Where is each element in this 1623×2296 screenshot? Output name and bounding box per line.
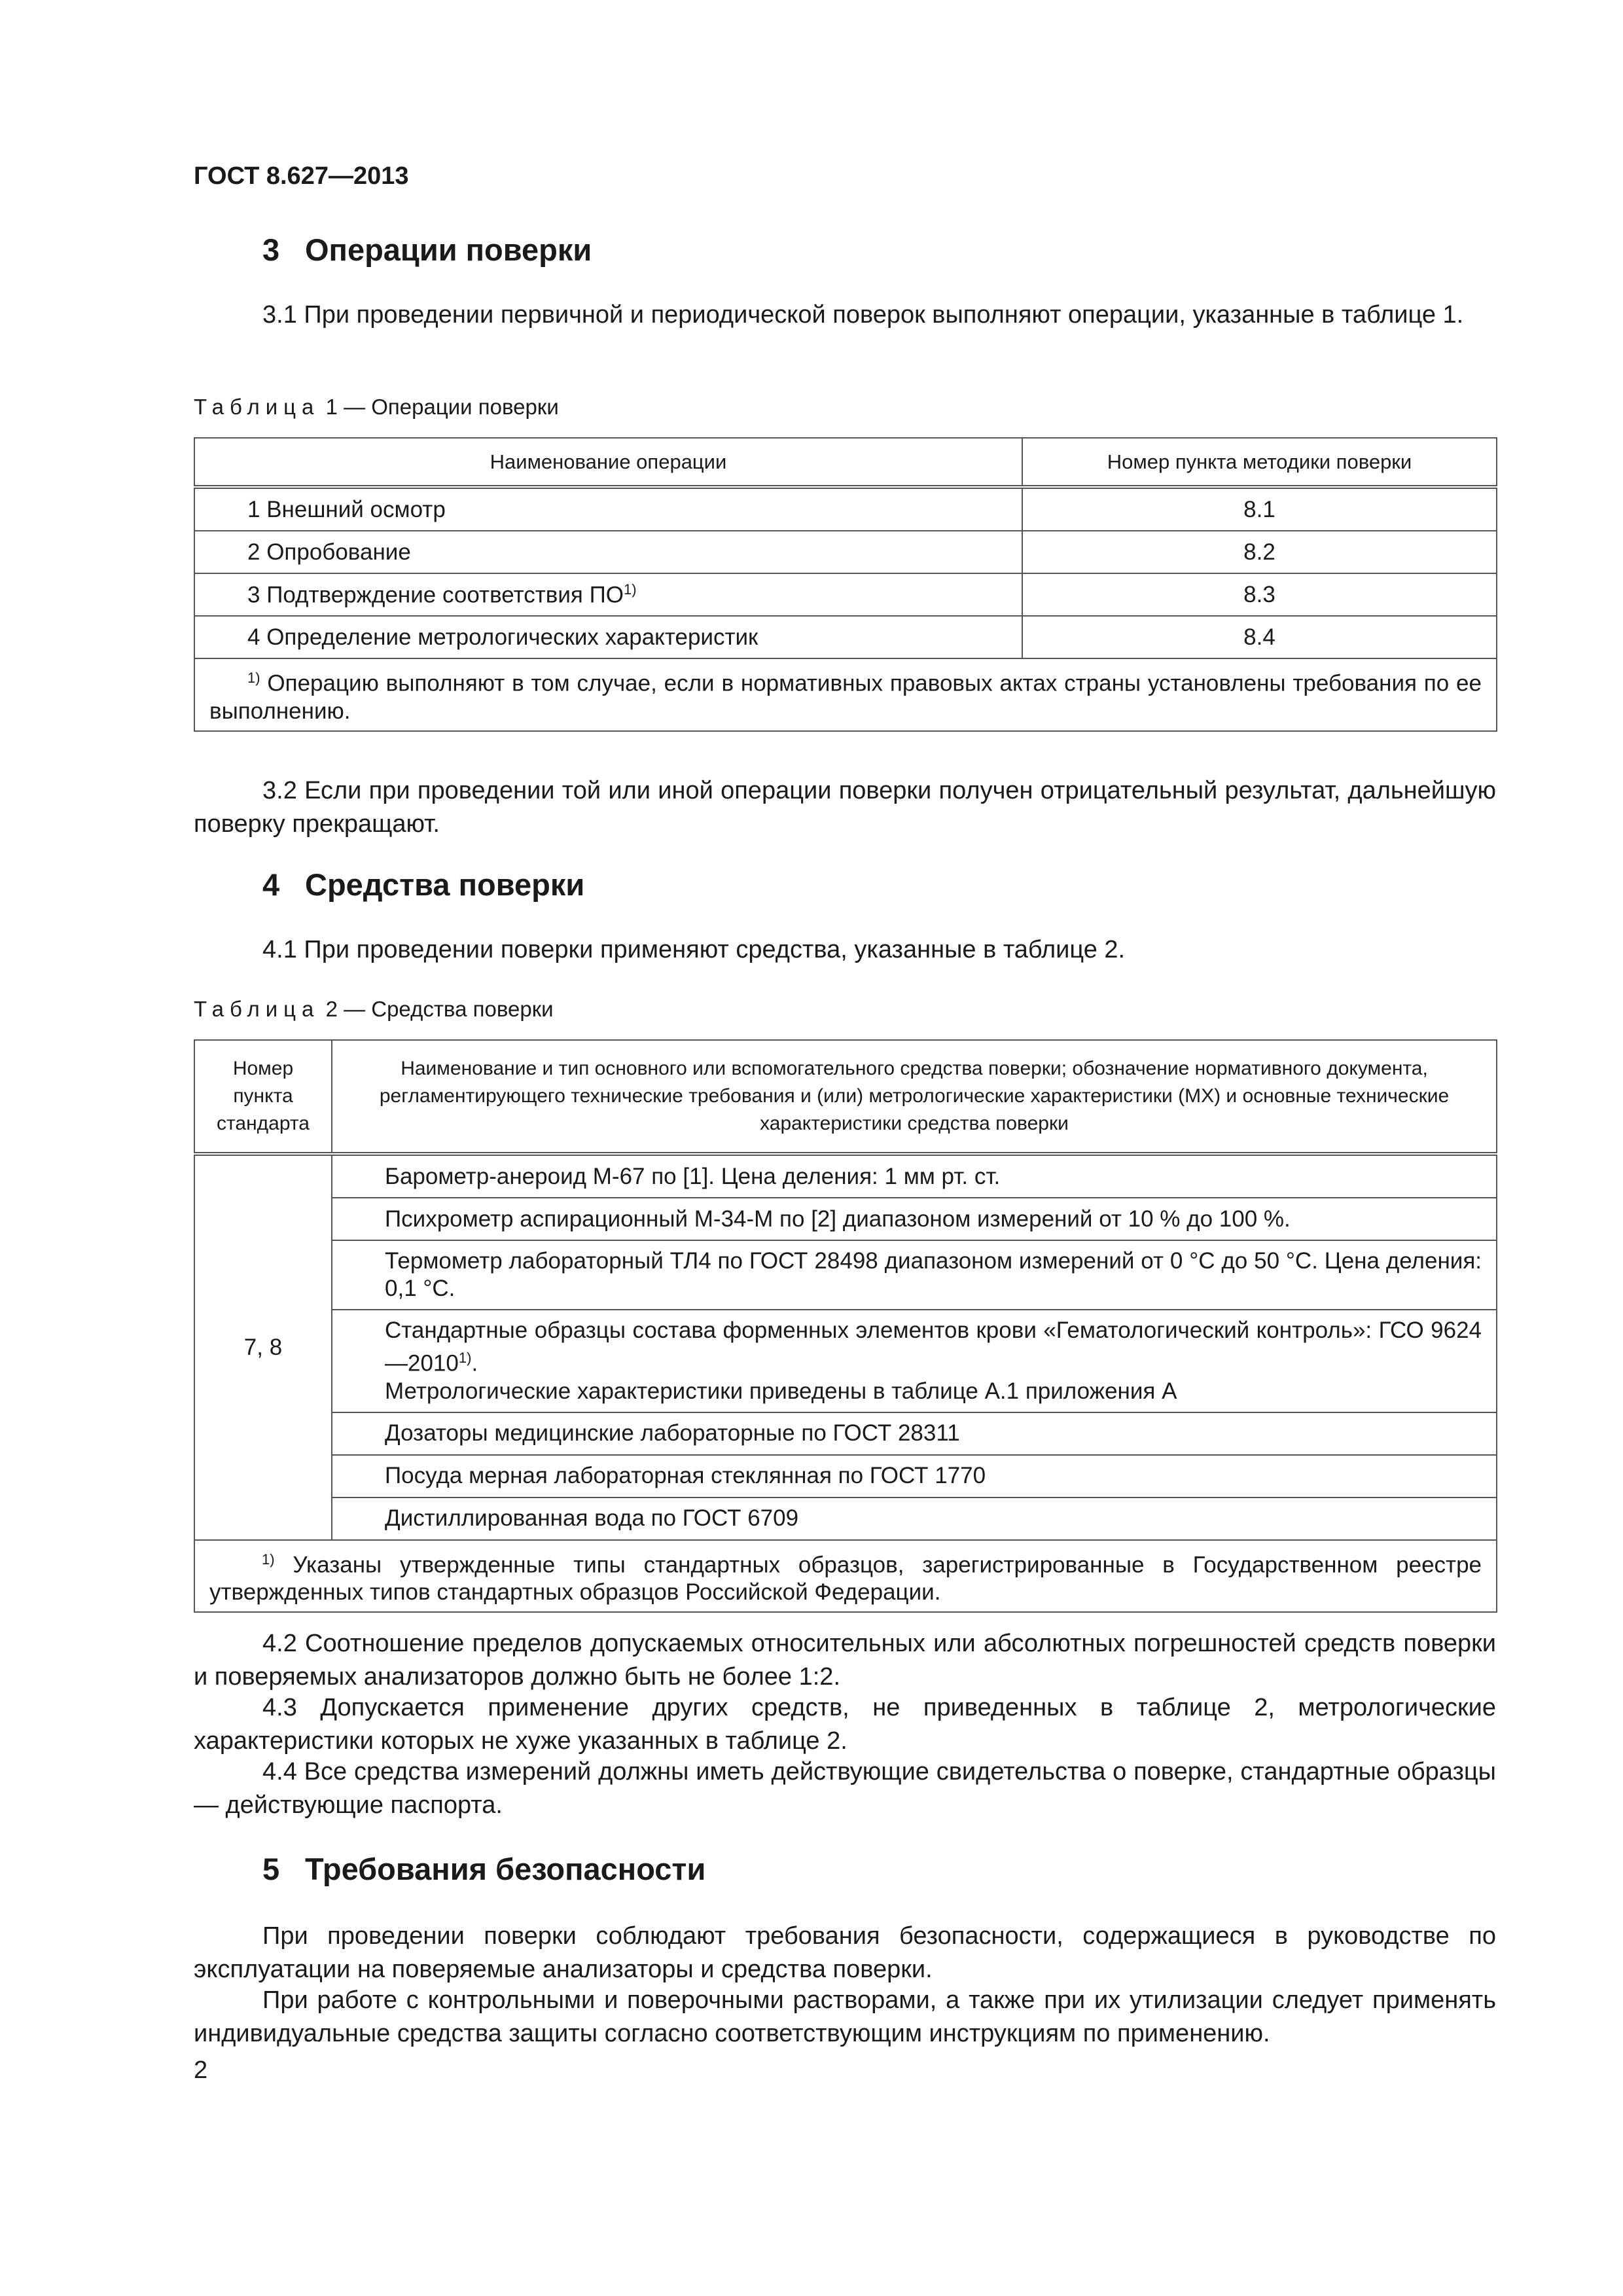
table-row <box>194 1455 1497 1498</box>
table-1-header-clause: Номер пункта методики поверки <box>1022 438 1497 487</box>
table-row <box>194 1198 1497 1240</box>
clause-cell: 8.2 <box>1022 531 1497 573</box>
table-1-caption <box>194 395 559 420</box>
table-row <box>194 573 1497 616</box>
document-page <box>194 0 1496 2296</box>
clause-reference-cell: 7, 8 <box>194 1154 332 1540</box>
section-title-text: Операции поверки <box>305 232 592 267</box>
means-cell <box>332 1154 1497 1198</box>
table-row <box>194 1310 1497 1412</box>
table-row <box>194 1412 1497 1455</box>
table-row <box>194 487 1497 531</box>
table-1-header-operation: Наименование операции <box>194 438 1022 487</box>
operation-name: 3 Подтверждение соответствия ПО <box>247 582 624 608</box>
means-text: Посуда мерная лабораторная стеклянная по ГОСТ 1770 <box>385 1463 986 1489</box>
caption-label: Таблица <box>194 997 320 1021</box>
section-4-title <box>262 867 584 903</box>
table-1 <box>194 437 1497 732</box>
clause-cell: 8.4 <box>1022 616 1497 658</box>
caption-text: 1 — Операции поверки <box>325 395 559 419</box>
table-2 <box>194 1039 1497 1613</box>
table-2-caption <box>194 997 554 1022</box>
page-number: 2 <box>194 2056 208 2084</box>
section-title-text: Средства поверки <box>305 867 585 902</box>
table-2-header-clause: Номер пункта стандарта <box>194 1040 332 1154</box>
paragraph-5-1: При проведении поверки соблюдают требования безопасности, содержащиеся в руководстве по эксплуатации на поверяемые анализаторы и средства поверки. <box>194 1922 1496 1983</box>
paragraph-4-1: 4.1 При проведении поверки применяют средства, указанные в таблице 2. <box>262 936 1126 963</box>
paragraph-4-2: 4.2 Соотношение пределов допускаемых относительных или абсолютных погрешностей средств поверки и поверяемых анализаторов должно быть не более 1:2. <box>194 1630 1496 1691</box>
table-footnote-row <box>194 1540 1497 1613</box>
means-cell <box>332 1310 1497 1412</box>
table-row <box>194 1498 1497 1540</box>
section-number: 5 <box>262 1852 280 1886</box>
section-5-title <box>262 1851 705 1887</box>
means-cell <box>332 1455 1497 1498</box>
means-text: Барометр-анероид М-67 по [1]. Цена деления: 1 мм рт. ст. <box>385 1163 1001 1189</box>
footnote-text: Операцию выполняют в том случае, если в нормативных правовых актах страны установлены требования по ее выполнению. <box>209 670 1482 724</box>
section-number: 4 <box>262 867 280 902</box>
means-text: Стандартные образцы состава форменных элементов крови «Гематологический контроль»: ГСО 9624—2010 <box>385 1318 1482 1376</box>
means-text: Дозаторы медицинские лабораторные по ГОСТ 28311 <box>385 1420 960 1446</box>
paragraph-4-4: 4.4 Все средства измерений должны иметь действующие свидетельства о поверке, стандартные образцы — действующие паспорта. <box>194 1758 1496 1819</box>
means-text-tail: . <box>471 1350 478 1376</box>
caption-text: 2 — Средства поверки <box>325 997 554 1021</box>
operation-cell <box>194 487 1022 531</box>
paragraph-3-2: 3.2 Если при проведении той или иной операции поверки получен отрицательный результат, дальнейшую поверку прекращают. <box>194 777 1496 838</box>
paragraph-4-3: 4.3 Допускается применение других средств, не приведенных в таблице 2, метрологические характеристики которых не хуже указанных в таблице 2. <box>194 1694 1496 1755</box>
table-footnote-row <box>194 658 1497 731</box>
paragraph-5-2: При работе с контрольными и поверочными растворами, а также при их утилизации следует применять индивидуальные средства защиты согласно соответствующим инструкциям по применению. <box>194 1986 1496 2047</box>
means-cell <box>332 1240 1497 1310</box>
table-2-header-means: Наименование и тип основного или вспомогательного средства поверки; обозначение нормативного документа, регламентирующего технические требования и (или) метрологические характеристики (МХ) и основные технические характеристики средства поверки <box>332 1040 1497 1154</box>
table-row <box>194 1240 1497 1310</box>
means-cell <box>332 1412 1497 1455</box>
section-3-title <box>262 232 592 268</box>
table-row <box>194 1154 1497 1198</box>
means-text: Психрометр аспирационный М-34-М по [2] диапазоном измерений от 10 % до 100 %. <box>385 1206 1291 1232</box>
means-cell <box>332 1498 1497 1540</box>
table-row <box>194 616 1497 658</box>
operation-cell <box>194 616 1022 658</box>
operation-name: 2 Опробование <box>247 539 411 565</box>
table-footnote <box>194 658 1497 731</box>
footnote-mark: 1) <box>262 1551 275 1568</box>
operation-cell <box>194 531 1022 573</box>
means-cell <box>332 1198 1497 1240</box>
footnote-ref: 1) <box>458 1350 472 1366</box>
operation-name: 1 Внешний осмотр <box>247 496 446 522</box>
footnote-text: Указаны утвержденные типы стандартных образцов, зарегистрированные в Государственном реестре утвержденных типов стандартных образцов Российской Федерации. <box>209 1552 1482 1605</box>
footnote-ref: 1) <box>623 581 637 598</box>
table-row <box>194 531 1497 573</box>
section-title-text: Требования безопасности <box>305 1852 706 1886</box>
means-text: Термометр лабораторный ТЛ4 по ГОСТ 28498 диапазоном измерений от 0 °С до 50 °С. Цена деления: 0,1 °С. <box>385 1248 1482 1301</box>
operation-name: 4 Определение метрологических характеристик <box>247 624 758 650</box>
means-text: Дистиллированная вода по ГОСТ 6709 <box>385 1505 799 1532</box>
table-footnote <box>194 1540 1497 1613</box>
document-header: ГОСТ 8.627—2013 <box>194 162 409 190</box>
clause-cell: 8.3 <box>1022 573 1497 616</box>
operation-cell <box>194 573 1022 616</box>
footnote-mark: 1) <box>247 670 260 686</box>
means-note: Метрологические характеристики приведены в таблице А.1 приложения А <box>385 1378 1177 1404</box>
caption-label: Таблица <box>194 395 320 419</box>
section-number: 3 <box>262 232 280 267</box>
clause-cell: 8.1 <box>1022 487 1497 531</box>
paragraph-3-1: 3.1 При проведении первичной и периодической поверок выполняют операции, указанные в таблице 1. <box>262 301 1464 329</box>
